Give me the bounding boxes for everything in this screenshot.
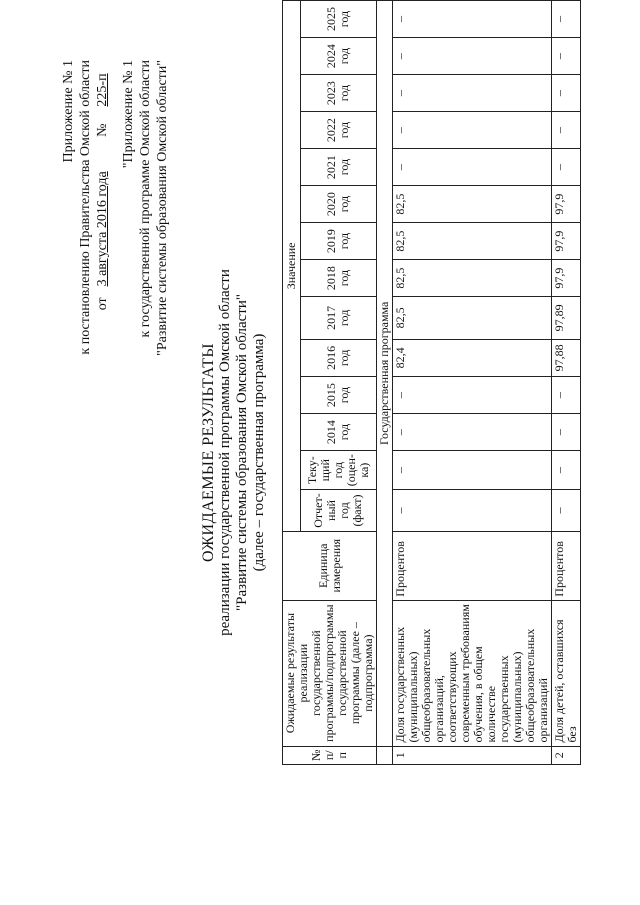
header-year: 2015 год xyxy=(300,377,376,414)
header-year: 2019 год xyxy=(300,223,376,260)
appendix-date-line xyxy=(94,60,111,420)
row-value: – xyxy=(393,112,552,149)
row-value: 82,4 xyxy=(393,339,552,376)
row-value: – xyxy=(393,1,552,38)
row-reported: – xyxy=(393,490,552,532)
header-year: 2017 год xyxy=(300,297,376,340)
title-line2: реализации государственной программы Омской области xyxy=(217,269,233,636)
number-value: 225-п xyxy=(95,73,110,107)
program-appendix-line2: к государственной программе Омской области xyxy=(138,60,153,338)
row-value: – xyxy=(393,377,552,414)
table-row xyxy=(552,1,581,765)
header-year: 2020 год xyxy=(300,186,376,223)
row-value: 97,9 xyxy=(552,186,581,223)
header-row-1 xyxy=(283,1,301,765)
results-table xyxy=(282,0,581,765)
header-unit: Единица измерения xyxy=(283,531,377,600)
program-appendix-header xyxy=(120,60,171,420)
header-year: 2024 год xyxy=(300,38,376,75)
row-name: Доля государственных (муниципальных) общеобразовательных организаций, соответствующих современным требованиям обучения, в общем количестве государственных (муниципальных) общеобразовательных организаций xyxy=(393,600,552,746)
row-value: 82,5 xyxy=(393,297,552,340)
row-value: – xyxy=(393,38,552,75)
row-value: 82,5 xyxy=(393,223,552,260)
header-year: 2022 год xyxy=(300,112,376,149)
appendix-header xyxy=(60,60,111,420)
header-value-group: Значение xyxy=(283,1,301,532)
header-year: 2021 год xyxy=(300,149,376,186)
appendix-title: Приложение № 1 xyxy=(61,60,76,163)
program-appendix-line3: "Развитие системы образования Омской области" xyxy=(155,60,170,356)
section-label: Государственная программа xyxy=(377,1,393,747)
row-current: – xyxy=(552,451,581,490)
row-unit: Процентов xyxy=(393,531,552,600)
row-value: – xyxy=(552,149,581,186)
header-year: 2023 год xyxy=(300,75,376,112)
date-value: 3 августа 2016 года xyxy=(95,171,110,287)
row-value: – xyxy=(552,38,581,75)
row-value: 82,5 xyxy=(393,186,552,223)
row-unit: Процентов xyxy=(552,531,581,600)
row-value: – xyxy=(552,112,581,149)
row-value: – xyxy=(552,1,581,38)
row-current: – xyxy=(393,451,552,490)
title-line3: "Развитие системы образования Омской области" xyxy=(234,294,250,611)
page-title: ОЖИДАЕМЫЕ РЕЗУЛЬТАТЫ xyxy=(200,343,217,562)
date-prefix: от xyxy=(95,297,110,311)
row-value: 97,9 xyxy=(552,260,581,297)
table-row xyxy=(393,1,552,765)
row-value: – xyxy=(393,149,552,186)
row-value: – xyxy=(393,414,552,451)
row-value: – xyxy=(393,75,552,112)
title-line4: (далее – государственная программа) xyxy=(251,333,267,572)
row-value: 97,9 xyxy=(552,223,581,260)
header-num: № п/п xyxy=(283,746,377,764)
row-name: Доля детей, оставшихся без xyxy=(552,600,581,746)
row-value: 97,89 xyxy=(552,297,581,340)
header-year: 2014 год xyxy=(300,414,376,451)
program-appendix-title: "Приложение № 1 xyxy=(121,60,136,169)
header-year: 2016 год xyxy=(300,339,376,376)
appendix-resolution-line: к постановлению Правительства Омской области xyxy=(78,60,93,355)
header-name: Ожидаемые результаты реализации государственной программы/подпрограммы государственной программы (далее – подпрограмма) xyxy=(283,600,377,746)
row-value: – xyxy=(552,414,581,451)
section-row xyxy=(377,1,393,765)
row-value: 82,5 xyxy=(393,260,552,297)
row-value: – xyxy=(552,75,581,112)
header-current: Теку-щий год (оцен-ка) xyxy=(300,451,376,490)
header-year: 2018 год xyxy=(300,260,376,297)
number-prefix: № xyxy=(95,123,110,137)
row-num: 2 xyxy=(552,746,581,764)
header-reported: Отчет-ный год (факт) xyxy=(300,490,376,532)
row-value: – xyxy=(552,377,581,414)
title-block xyxy=(200,0,268,905)
header-year: 2025 год xyxy=(300,1,376,38)
row-reported: – xyxy=(552,490,581,532)
row-value: 97,88 xyxy=(552,339,581,376)
row-num: 1 xyxy=(393,746,552,764)
